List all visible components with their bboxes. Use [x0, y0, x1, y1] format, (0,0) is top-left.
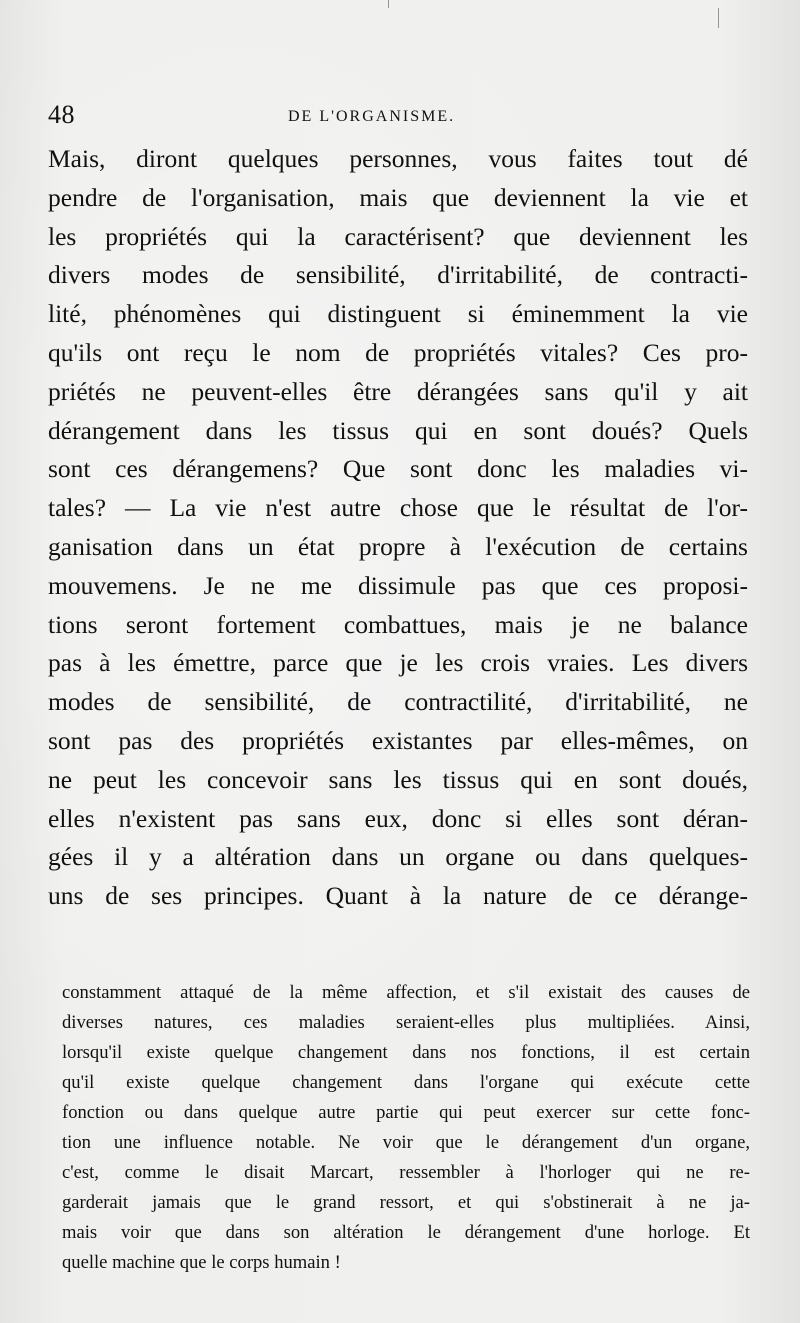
text-line: ganisation dans un état propre à l'exécution de certains — [48, 531, 748, 561]
text-line: qu'ils ont reçu le nom de propriétés vitales? Ces pro- — [48, 337, 748, 367]
text-line: uns de ses principes. Quant à la nature de ce dérange- — [48, 881, 748, 911]
text-line: mouvemens. Je ne me dissimule pas que ces proposi- — [48, 570, 748, 600]
scan-artifact — [718, 8, 719, 28]
footnote-line: lorsqu'il existe quelque changement dans nos fonctions, il est certain — [62, 1042, 750, 1063]
footnote-line: c'est, comme le disait Marcart, ressembler à l'horloger qui ne re- — [62, 1162, 750, 1183]
footnote-block — [62, 978, 750, 1278]
text-line: divers modes de sensibilité, d'irritabilité, de contracti- — [48, 260, 748, 290]
text-line: modes de sensibilité, de contractilité, d'irritabilité, ne — [48, 687, 748, 717]
footnote-line: fonction ou dans quelque autre partie qui peut exercer sur cette fonc- — [62, 1102, 750, 1123]
footnote-line: mais voir que dans son altération le dérangement d'une horloge. Et — [62, 1222, 750, 1243]
text-line: sont pas des propriétés existantes par elles-mêmes, on — [48, 725, 748, 755]
text-line: lité, phénomènes qui distinguent si éminemment la vie — [48, 299, 748, 329]
page-header — [48, 100, 748, 136]
text-line: ne peut les concevoir sans les tissus qui en sont doués, — [48, 764, 748, 794]
text-line: gées il y a altération dans un organe ou dans quelques- — [48, 842, 748, 872]
text-line: priétés ne peuvent-elles être dérangées sans qu'il y ait — [48, 376, 748, 406]
page-number: 48 — [48, 100, 75, 129]
text-line: les propriétés qui la caractérisent? que deviennent les — [48, 221, 748, 251]
text-line: Mais, diront quelques personnes, vous faites tout dé — [48, 144, 748, 173]
text-line: sont ces dérangemens? Que sont donc les maladies vi- — [48, 454, 748, 484]
footnote-line: garderait jamais que le grand ressort, et qui s'obstinerait à ne ja- — [62, 1192, 750, 1213]
text-line: elles n'existent pas sans eux, donc si elles sont déran- — [48, 803, 748, 833]
scan-artifact — [388, 0, 389, 8]
text-line: tions seront fortement combattues, mais je ne balance — [48, 609, 748, 639]
text-line: pendre de l'organisation, mais que deviennent la vie et — [48, 182, 748, 212]
text-line: dérangement dans les tissus qui en sont doués? Quels — [48, 415, 748, 445]
running-head: DE L'ORGANISME. — [288, 108, 456, 125]
footnote-line: tion une influence notable. Ne voir que le dérangement d'un organe, — [62, 1132, 750, 1153]
footnote-line: qu'il existe quelque changement dans l'organe qui exécute cette — [62, 1072, 750, 1093]
footnote-line: diverses natures, ces maladies seraient-elles plus multipliées. Ainsi, — [62, 1012, 750, 1033]
text-line: tales? — La vie n'est autre chose que le résultat de l'or- — [48, 493, 748, 523]
main-text-block — [48, 140, 748, 916]
footnote-line: quelle machine que le corps humain ! — [62, 1252, 341, 1273]
text-line: pas à les émettre, parce que je les crois vraies. Les divers — [48, 648, 748, 678]
footnote-line: constamment attaqué de la même affection, et s'il existait des causes de — [62, 982, 750, 1003]
